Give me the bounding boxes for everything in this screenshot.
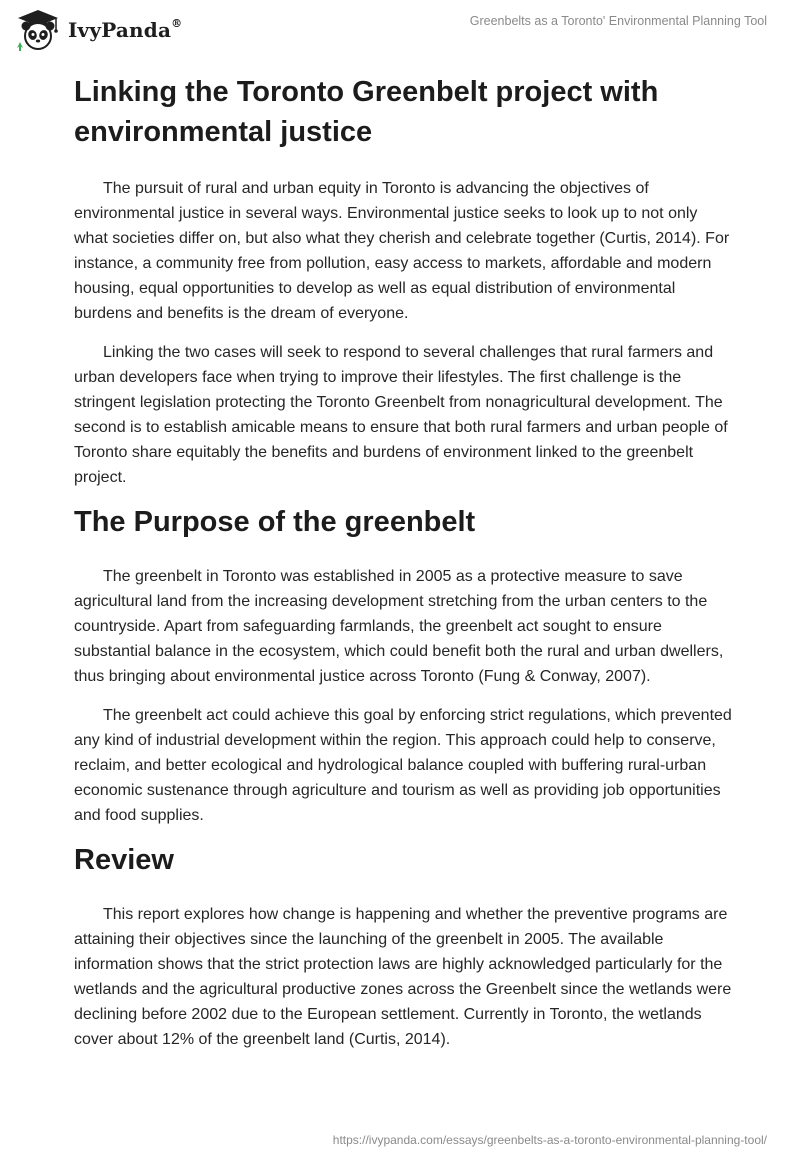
logo-text (68, 18, 182, 42)
page-header (0, 0, 800, 60)
ivypanda-logo[interactable] (14, 8, 182, 52)
section-heading-review: Review (74, 844, 174, 876)
source-url-link[interactable]: https://ivypanda.com/essays/greenbelts-as-a-toronto-environmental-planning-tool/ (332, 1133, 767, 1147)
article-body (74, 72, 734, 1066)
registered-mark: ® (171, 17, 183, 31)
paragraph: The greenbelt act could achieve this goal by enforcing strict regulations, which prevented any kind of industrial development within the region. This approach could help to conserve, reclaim, and better ecological and hydrological balance coupled with buffering rural-urban economic sustenance through agriculture and tourism as well as providing job opportunities and food supplies. (74, 707, 732, 824)
logo-wordmark: IvyPanda (68, 18, 172, 42)
paragraph: The greenbelt in Toronto was established in 2005 as a protective measure to save agricultural land from the increasing development stretching from the urban centers to the countryside. Apart from safeguarding farmlands, the greenbelt act sought to ensure substantial balance in the ecosystem, which could benefit both the rural and urban dwellers, thus bringing about environmental justice across Toronto (Fung & Conway, 2007). (74, 568, 724, 685)
paragraph: The pursuit of rural and urban equity in Toronto is advancing the objectives of environmental justice in several ways. Environmental justice seeks to look up to not only what societies differ on, but also what they cherish and celebrate together (Curtis, 2014). For instance, a community free from pollution, easy access to markets, affordable and modern housing, equal opportunities to develop as well as equal distribution of environmental burdens and benefits is the dream of everyone. (74, 180, 730, 322)
paragraph: Linking the two cases will seek to respond to several challenges that rural farmers and urban developers face when trying to improve their lifestyles. The first challenge is the stringent legislation protecting the Toronto Greenbelt from nonagricultural development. The second is to establish amicable means to ensure that both rural farmers and urban people of Toronto share equitably the benefits and burdens of environment linked to the greenbelt project. (74, 344, 728, 486)
running-title: Greenbelts as a Toronto' Environmental Planning Tool (469, 14, 767, 28)
section-heading-purpose: The Purpose of the greenbelt (74, 506, 476, 538)
section-heading-environmental-justice: Linking the Toronto Greenbelt project with environmental justice (74, 76, 659, 148)
panda-graduate-icon (14, 8, 62, 52)
paragraph: This report explores how change is happening and whether the preventive programs are attaining their objectives since the launching of the greenbelt in 2005. The available information shows that the strict protection laws are highly acknowledged particularly for the wetlands and the agricultural productive zones across the Greenbelt since the wetlands were declining before 2002 due to the European settlement. Currently in Toronto, the wetlands cover about 12% of the greenbelt land (Curtis, 2014). (74, 906, 732, 1048)
